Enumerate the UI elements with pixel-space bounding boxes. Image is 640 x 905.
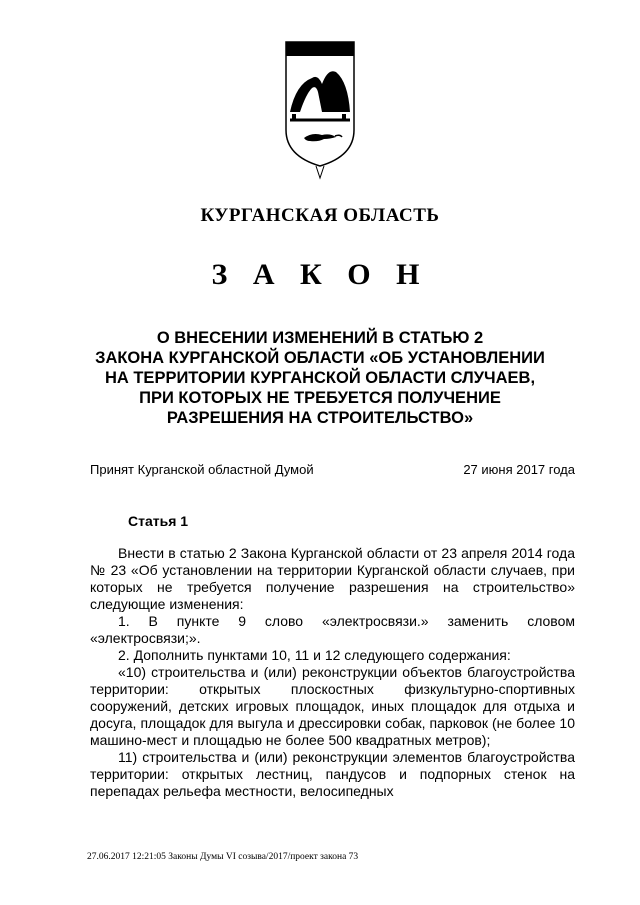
paragraph: 2. Дополнить пунктами 10, 11 и 12 следующего содержания: [118,647,511,663]
coat-of-arms-emblem [282,38,358,186]
law-title [60,328,580,428]
law-title-line: ЗАКОНА КУРГАНСКОЙ ОБЛАСТИ «ОБ УСТАНОВЛЕНИИ [95,349,545,367]
paragraph: 11) строительства и (или) реконструкции элементов благоустройства территории: открытых лестниц, пандусов и подпорных стенок на перепадах рельефа местности, велосипедных [90,749,575,799]
law-title-line: НА ТЕРРИТОРИИ КУРГАНСКОЙ ОБЛАСТИ СЛУЧАЕВ, [104,369,536,387]
document-type: З А К О Н [211,258,429,291]
law-title-line: РАЗРЕШЕНИЯ НА СТРОИТЕЛЬСТВО» [166,409,474,427]
adoption-line [90,462,575,477]
law-title-line: О ВНЕСЕНИИ ИЗМЕНЕНИЙ В СТАТЬЮ 2 [156,329,484,347]
adoption-date: 27 июня 2017 года [463,462,575,477]
law-title-line: ПРИ КОТОРЫХ НЕ ТРЕБУЕТСЯ ПОЛУЧЕНИЕ [139,389,501,407]
article-body [90,545,575,800]
paragraph: Внести в статью 2 Закона Курганской области от 23 апреля 2014 года № 23 «Об установлении на территории Курганской области случаев, при которых не требуется получение разрешения на строительство» следующие изменения: [90,545,575,612]
paragraph: 1. В пункте 9 слово «электросвязи.» заменить словом «электросвязи;». [90,613,575,646]
paragraph: «10) строительства и (или) реконструкции объектов благоустройства территории: открытых плоскостных физкультурно-спортивных сооружений, детских игровых площадок, иных площадок для отдыха и досуга, площадок для выгула и дрессировки собак, парковок (не более 10 машино-мест и площадью не более 500 квадратных метров); [90,664,575,748]
adopted-by: Принят Курганской областной Думой [90,462,314,477]
document-footer: 27.06.2017 12:21:05 Законы Думы VI созыва/2017/проект закона 73 [87,852,359,862]
region-name: КУРГАНСКАЯ ОБЛАСТЬ [200,205,440,226]
article-heading: Статья 1 [128,513,189,529]
